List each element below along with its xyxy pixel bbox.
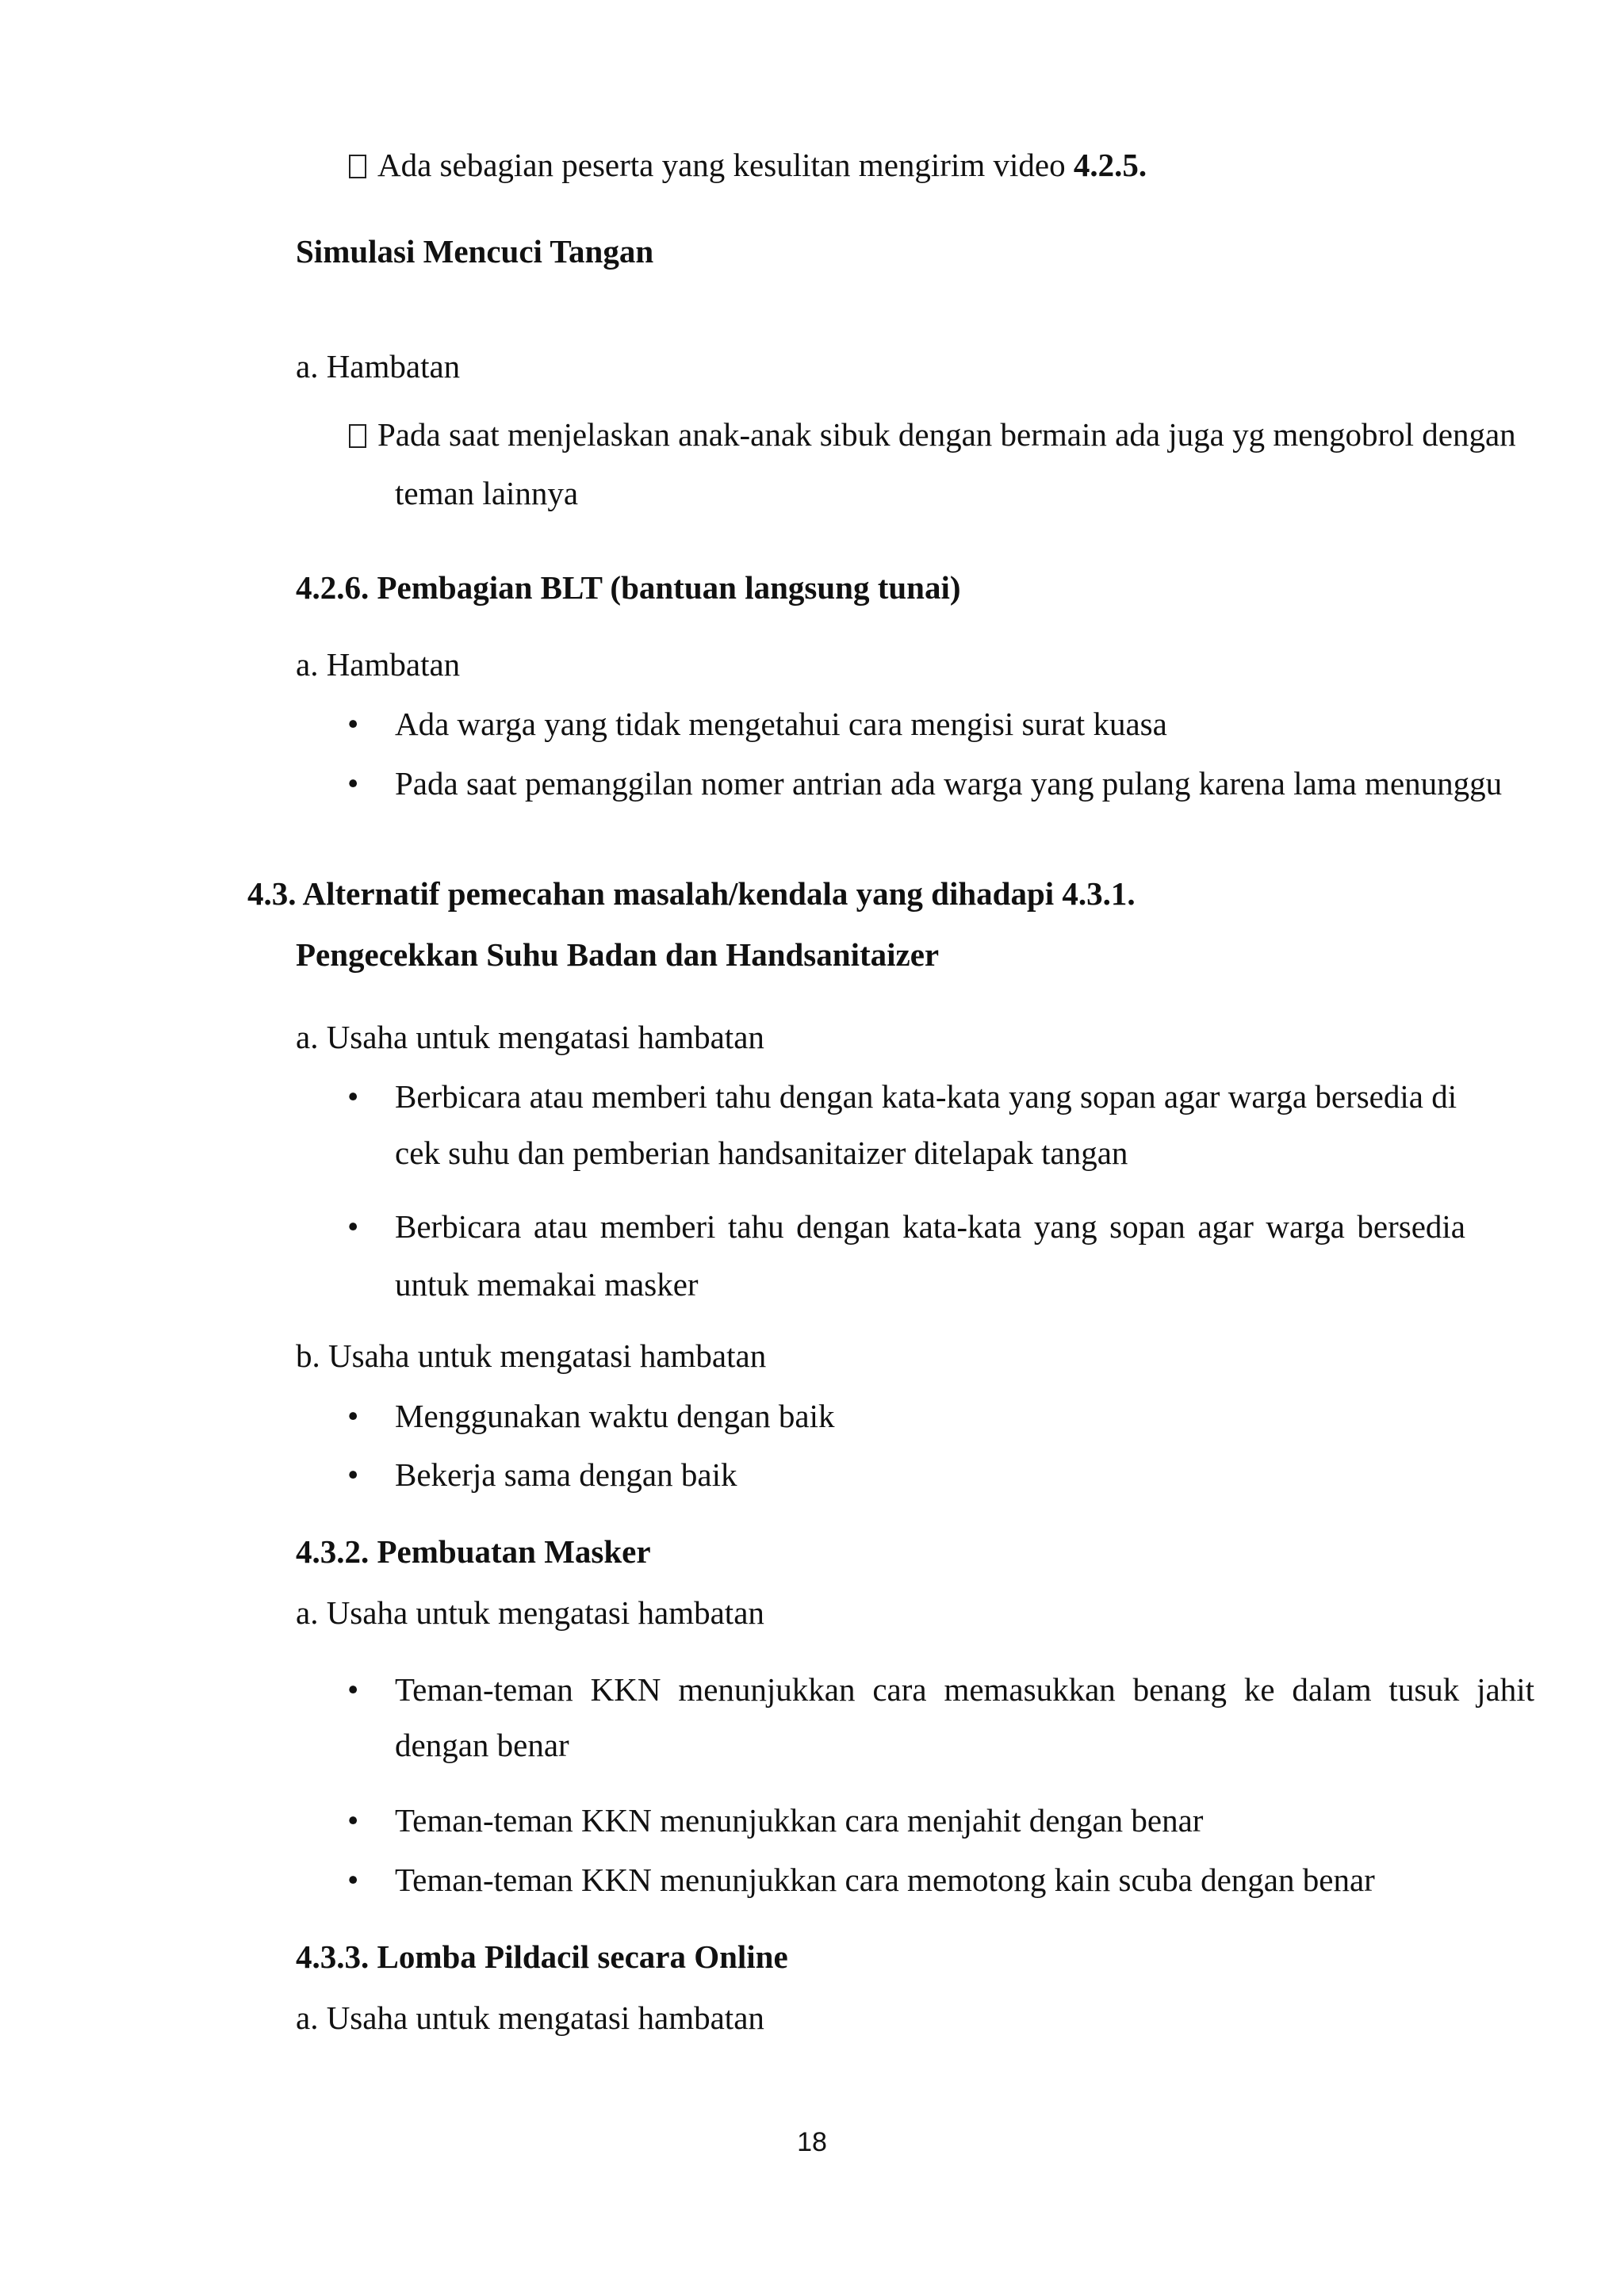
bullet-icon: • <box>347 1862 359 1898</box>
item-text: Pada saat menjelaskan anak-anak sibuk dengan bermain ada juga yg mengobrol dengan <box>377 416 1516 453</box>
bullet-icon: • <box>347 765 359 802</box>
checkbox-glyph-icon <box>349 424 366 448</box>
list-item: Teman-teman KKN menunjukkan cara memasukkan benang ke dalam tusuk jahit <box>395 1671 1534 1708</box>
section-heading: 4.3.2. Pembuatan Masker <box>296 1533 651 1570</box>
sub-heading: b. Usaha untuk mengatasi hambatan <box>296 1337 767 1374</box>
bullet-icon: • <box>347 1208 359 1245</box>
page-number: 18 <box>797 2127 827 2157</box>
sub-heading: a. Usaha untuk mengatasi hambatan <box>296 1594 764 1631</box>
list-item-continued: untuk memakai masker <box>395 1266 699 1303</box>
list-item: Berbicara atau memberi tahu dengan kata-kata yang sopan agar warga bersedia di <box>395 1078 1457 1115</box>
list-item: Pada saat pemanggilan nomer antrian ada warga yang pulang karena lama menunggu <box>395 765 1503 802</box>
bullet-icon: • <box>347 1802 359 1839</box>
section-heading: 4.2.6. Pembagian BLT (bantuan langsung tunai) <box>296 569 961 606</box>
sub-heading: a. Hambatan <box>296 348 461 385</box>
bullet-icon: • <box>347 1078 359 1115</box>
item-text: Ada sebagian peserta yang kesulitan mengirim video <box>377 147 1074 183</box>
sub-heading: a. Hambatan <box>296 646 461 683</box>
section-heading: 4.3. Alternatif pemecahan masalah/kendala yang dihadapi 4.3.1. <box>247 875 1136 912</box>
list-item: Teman-teman KKN menunjukkan cara menjahit dengan benar <box>395 1802 1204 1839</box>
bullet-icon: • <box>347 1671 359 1708</box>
list-item-continued: cek suhu dan pemberian handsanitaizer ditelapak tangan <box>395 1135 1128 1171</box>
section-heading: Simulasi Mencuci Tangan <box>296 233 654 270</box>
list-item-continued: dengan benar <box>395 1727 569 1763</box>
bullet-icon: • <box>347 1456 359 1493</box>
checkbox-glyph-icon <box>349 155 366 178</box>
list-item: Ada warga yang tidak mengetahui cara mengisi surat kuasa <box>395 706 1167 742</box>
section-number: 4.2.5. <box>1073 147 1147 183</box>
section-heading: Pengecekkan Suhu Badan dan Handsanitaizer <box>296 936 940 973</box>
list-item: Berbicara atau memberi tahu dengan kata-kata yang sopan agar warga bersedia <box>395 1208 1465 1245</box>
list-item: Bekerja sama dengan baik <box>395 1456 737 1493</box>
list-item: Menggunakan waktu dengan baik <box>395 1398 835 1434</box>
list-item: Teman-teman KKN menunjukkan cara memotong kain scuba dengan benar <box>395 1862 1375 1898</box>
sub-heading: a. Usaha untuk mengatasi hambatan <box>296 1999 764 2036</box>
bullet-icon: • <box>347 1398 359 1434</box>
section-heading: 4.3.3. Lomba Pildacil secara Online <box>296 1938 788 1975</box>
checkbox-item <box>349 146 1147 184</box>
item-text-continued: teman lainnya <box>395 475 579 511</box>
bullet-icon: • <box>347 706 359 742</box>
checkbox-item <box>349 415 1516 453</box>
sub-heading: a. Usaha untuk mengatasi hambatan <box>296 1019 764 1055</box>
